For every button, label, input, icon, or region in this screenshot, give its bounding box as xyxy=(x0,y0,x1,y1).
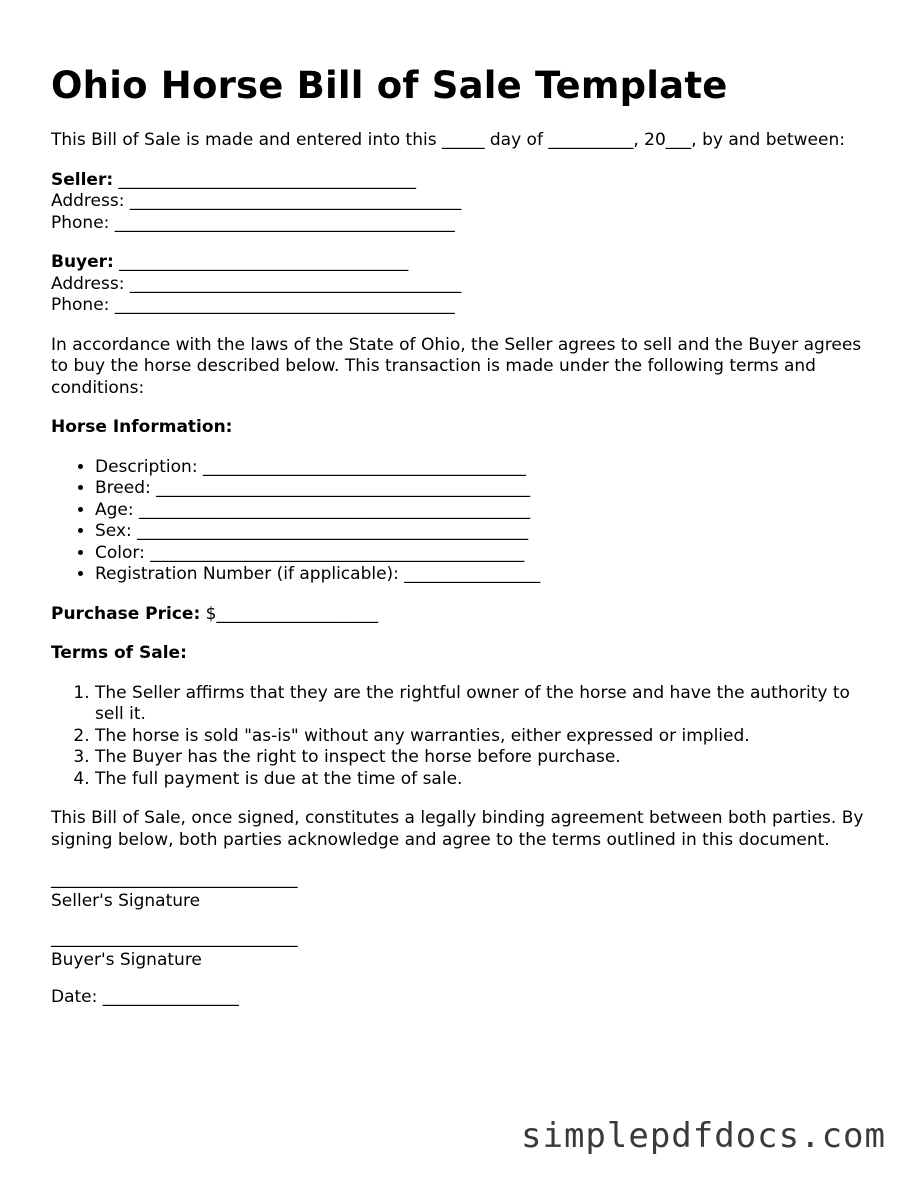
seller-signature-line: _____________________________ xyxy=(51,869,298,889)
seller-section xyxy=(51,170,871,235)
seller-address-line: Address: _______________________________________ xyxy=(51,191,462,211)
horse-info-heading: Horse Information: xyxy=(51,417,233,437)
list-item: • Registration Number (if applicable): ________________ xyxy=(95,564,871,586)
document-title: Ohio Horse Bill of Sale Template xyxy=(51,64,728,107)
agreement-paragraph: In accordance with the laws of the State of Ohio, the Seller agrees to sell and the Buyer agrees to buy the horse described below. This transaction is made under the following terms and conditions: xyxy=(51,334,862,398)
buyer-signature-block xyxy=(51,928,871,971)
horse-info-list xyxy=(51,457,871,586)
terms-list xyxy=(51,683,871,791)
buyer-phone-line: Phone: ________________________________________ xyxy=(51,295,455,315)
buyer-section xyxy=(51,252,871,317)
list-item: 2. The horse is sold "as-is" without any warranties, either expressed or implied. xyxy=(95,726,871,748)
list-item: 4. The full payment is due at the time of sale. xyxy=(95,769,871,791)
purchase-price-blank: $___________________ xyxy=(200,603,378,624)
seller-name-blank: ___________________________________ xyxy=(113,169,417,190)
buyer-name-blank: __________________________________ xyxy=(113,252,409,272)
list-item: • Sex: ______________________________________________ xyxy=(95,521,871,543)
closing-paragraph: This Bill of Sale, once signed, constitutes a legally binding agreement between both parties. By signing below, both parties acknowledge and agree to the terms outlined in this document. xyxy=(51,808,864,850)
buyer-label: Buyer: xyxy=(51,252,114,272)
seller-label: Seller: xyxy=(51,169,114,190)
buyer-signature-label: Buyer's Signature xyxy=(51,949,202,970)
list-item: 1. The Seller affirms that they are the rightful owner of the horse and have the authority to sell it. xyxy=(95,683,871,726)
seller-signature-block xyxy=(51,869,871,912)
buyer-address-line: Address: _______________________________________ xyxy=(51,273,462,294)
list-item: 3. The Buyer has the right to inspect the horse before purchase. xyxy=(95,747,871,769)
watermark-text: simplepdfdocs.com xyxy=(521,1116,886,1156)
list-item: • Age: ______________________________________________ xyxy=(95,500,871,522)
buyer-name-line xyxy=(51,252,871,274)
purchase-price-label: Purchase Price: xyxy=(51,603,201,624)
document-page xyxy=(51,62,871,1009)
seller-name-line xyxy=(51,170,871,192)
seller-phone-line: Phone: ________________________________________ xyxy=(51,212,455,233)
terms-heading: Terms of Sale: xyxy=(51,643,187,663)
date-line: Date: ________________ xyxy=(51,987,239,1007)
seller-signature-label: Seller's Signature xyxy=(51,890,201,911)
buyer-signature-line: _____________________________ xyxy=(51,928,298,948)
list-item: • Breed: ____________________________________________ xyxy=(95,478,871,500)
list-item: • Color: ____________________________________________ xyxy=(95,543,871,565)
purchase-price-line xyxy=(51,604,871,626)
list-item: • Description: ______________________________________ xyxy=(95,457,871,479)
intro-paragraph: This Bill of Sale is made and entered into this _____ day of __________, 20___, by and between: xyxy=(51,130,845,150)
